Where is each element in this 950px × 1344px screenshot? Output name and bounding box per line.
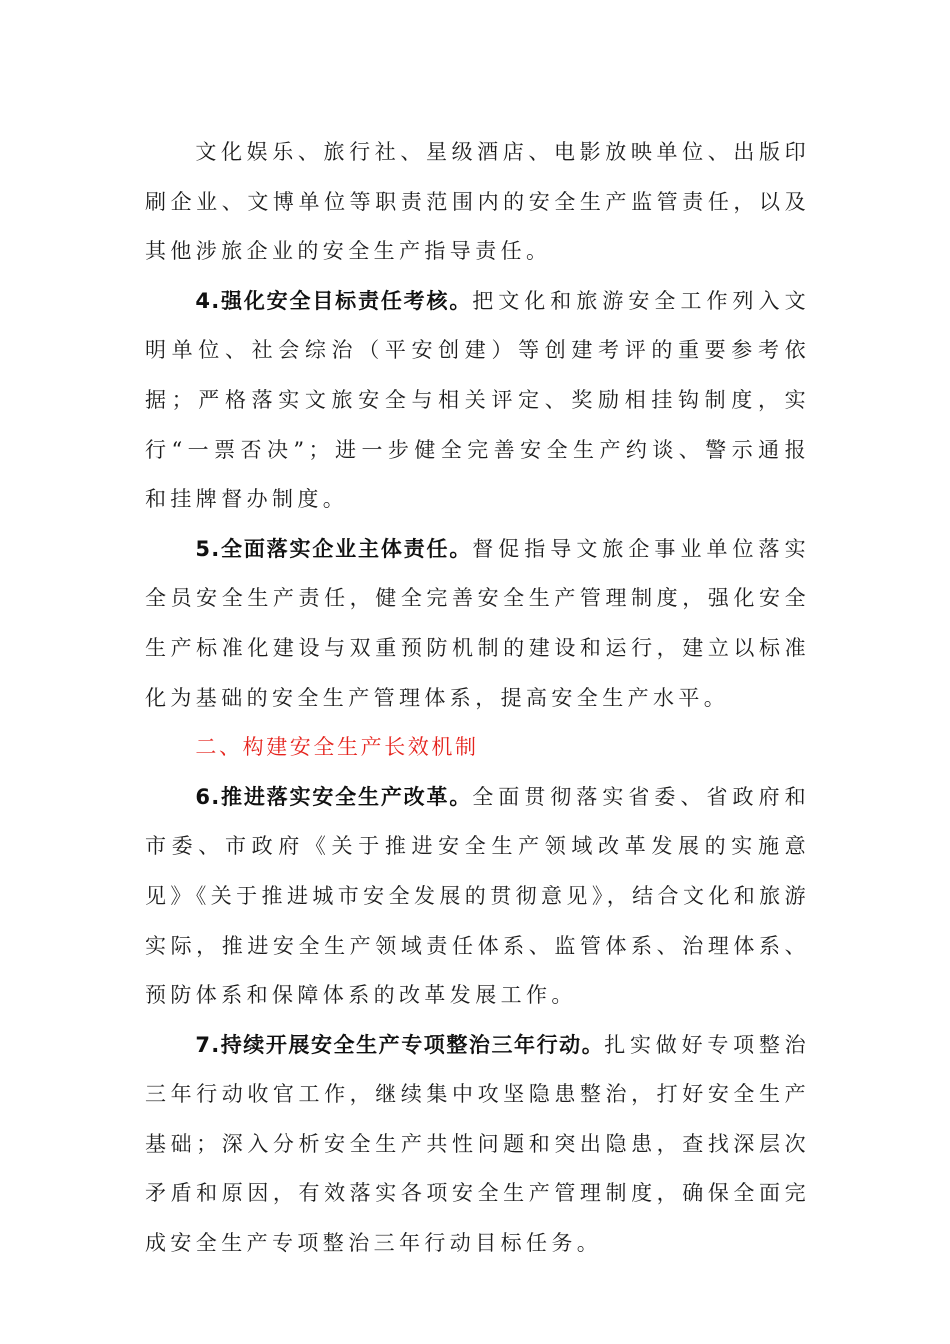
paragraph-item-5 — [145, 525, 810, 723]
item-4-heading: 4.强化安全目标责任考核。 — [195, 288, 473, 313]
paragraph-responsibilities-continued — [145, 128, 810, 277]
item-6-text: 全面贯彻落实省委、省政府和市委、市政府《关于推进安全生产领域改革发展的实施意见》《关于推进城市安全发展的贯彻意见》，结合文化和旅游实际，推进安全生产领域责任体系、监管体系、治理体系、预防体系和保障体系的改革发展工作。 — [145, 784, 810, 1008]
paragraph-item-6 — [145, 773, 810, 1021]
paragraph-item-4 — [145, 277, 810, 525]
paragraph-text: 文化娱乐、旅行社、星级酒店、电影放映单位、出版印刷企业、文博单位等职责范围内的安全生产监管责任，以及其他涉旅企业的安全生产指导责任。 — [145, 140, 810, 264]
item-7-heading: 7.持续开展安全生产专项整治三年行动。 — [195, 1032, 605, 1057]
item-5-text: 督促指导文旅企事业单位落实全员安全生产责任，健全完善安全生产管理制度，强化安全生产标准化建设与双重预防机制的建设和运行，建立以标准化为基础的安全生产管理体系，提高安全生产水平。 — [145, 536, 810, 710]
section-heading-2: 二、构建安全生产长效机制 — [195, 735, 479, 760]
document-body — [145, 128, 810, 1269]
item-6-heading: 6.推进落实安全生产改革。 — [195, 784, 473, 809]
item-7-text: 扎实做好专项整治三年行动收官工作，继续集中攻坚隐患整治，打好安全生产基础；深入分析安全生产共性问题和突出隐患，查找深层次矛盾和原因，有效落实各项安全生产管理制度，确保全面完成安全生产专项整治三年行动目标任务。 — [145, 1032, 811, 1256]
paragraph-item-7 — [145, 1021, 810, 1269]
item-5-heading: 5.全面落实企业主体责任。 — [195, 536, 473, 561]
item-4-text: 把文化和旅游安全工作列入文明单位、社会综治（平安创建）等创建考评的重要参考依据；严格落实文旅安全与相关评定、奖励相挂钩制度，实行“一票否决”；进一步健全完善安全生产约谈、警示通报和挂牌督办制度。 — [145, 288, 810, 512]
